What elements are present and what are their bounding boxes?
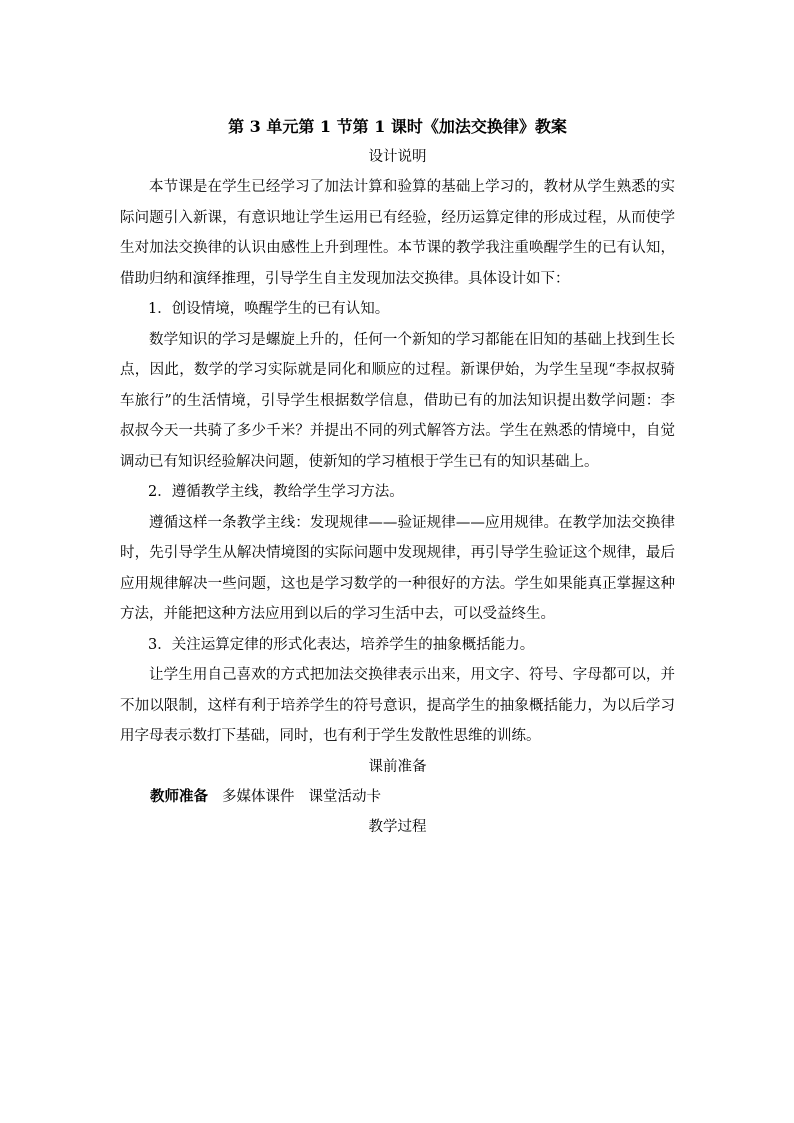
- prep-item-courseware: 多媒体课件: [222, 788, 295, 805]
- section-heading-design: 设计说明: [368, 149, 427, 165]
- point-1-heading: 1．创设情境，唤醒学生的已有认知。: [148, 301, 390, 317]
- point-3-heading: 3．关注运算定律的形式化表达，培养学生的抽象概括能力。: [148, 636, 535, 653]
- prep-item-activity-card: 课堂活动卡: [308, 788, 381, 805]
- document-body: [120, 112, 675, 842]
- teacher-prep-label: 教师准备: [150, 787, 208, 805]
- point-1-paragraph: 数学知识的学习是螺旋上升的，任何一个新知的学习都能在旧知的基础上找到生长点，因此，数学的学习实际就是同化和顺应的过程。新课伊始，为学生呈现“李叔叔骑车旅行”的生活情境，引导学生根据数学信息，借助已有的加法知识提出数学问题：李叔叔今天一共骑了多少千米？并提出不同的列式解答方法。学生在熟悉的情境中，自觉调动已有知识经验解决问题，使新知的学习植根于学生已有的知识基础上。: [120, 331, 675, 470]
- document-title: 第 3 单元第 1 节第 1 课时《加法交换律》教案: [228, 117, 567, 136]
- intro-paragraph: 本节课是在学生已经学习了加法计算和验算的基础上学习的，教材从学生熟悉的实际问题引入新课，有意识地让学生运用已有经验，经历运算定律的形成过程，从而使学生对加法交换律的认识由感性上升到理性。本节课的教学我注重唤醒学生的已有认知，借助归纳和演绎推理，引导学生自主发现加法交换律。具体设计如下：: [120, 179, 675, 287]
- point-3-paragraph: 让学生用自己喜欢的方式把加法交换律表示出来，用文字、符号、字母都可以，并不加以限制，这样有利于培养学生的符号意识，提高学生的抽象概括能力，为以后学习用字母表示数打下基础，同时，也有利于学生发散性思维的训练。: [120, 667, 675, 744]
- teacher-prep-line: [120, 782, 675, 813]
- point-2-heading: 2．遵循教学主线，教给学生学习方法。: [148, 484, 404, 500]
- point-2-paragraph: 遵循这样一条教学主线：发现规律——验证规律——应用规律。在教学加法交换律时，先引导学生从解决情境图的实际问题中发现规律，再引导学生验证这个规律，最后应用规律解决一些问题，这也是学习数学的一种很好的方法。学生如果能真正掌握这种方法，并能把这种方法应用到以后的学习生活中去，可以受益终生。: [120, 514, 675, 622]
- section-heading-prep: 课前准备: [368, 758, 427, 775]
- section-heading-process: 教学过程: [368, 819, 427, 835]
